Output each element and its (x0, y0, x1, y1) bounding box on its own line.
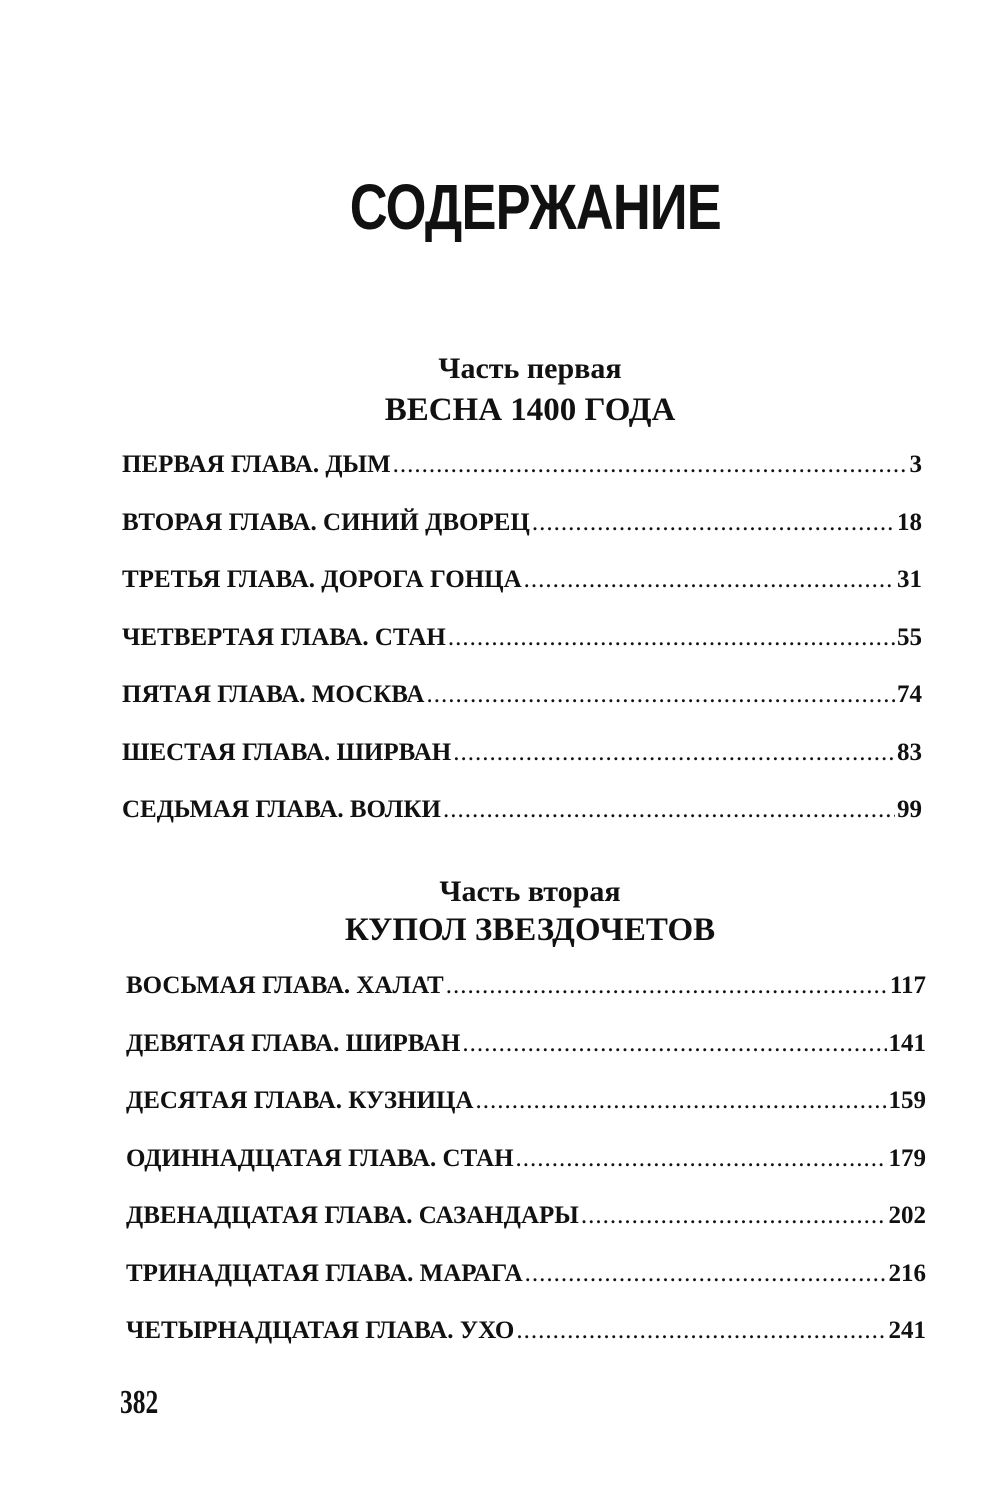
toc-entry-label: ЧЕТВЕРТАЯ ГЛАВА. СТАН (122, 623, 446, 651)
toc-entry-label: ЧЕТЫРНАДЦАТАЯ ГЛАВА. УХО (126, 1317, 515, 1344)
toc-entry-label: ПЕРВАЯ ГЛАВА. ДЫМ (122, 451, 391, 478)
toc-part-two (126, 972, 926, 1375)
toc-entry-page: 83 (897, 738, 922, 766)
toc-entry-page: 241 (888, 1317, 926, 1344)
toc-entry[interactable] (122, 624, 922, 682)
toc-entry[interactable] (126, 1030, 926, 1088)
dot-leader (475, 1087, 886, 1115)
page-title: СОДЕРЖАНИЕ (349, 171, 721, 243)
toc-entry-page: 202 (888, 1202, 926, 1229)
dot-leader (525, 1260, 887, 1288)
toc-entry-label: ТРИНАДЦАТАЯ ГЛАВА. МАРАГА (126, 1259, 523, 1287)
toc-entry-label: ПЯТАЯ ГЛАВА. МОСКВА (122, 681, 425, 708)
toc-entry-label: СЕДЬМАЯ ГЛАВА. ВОЛКИ (122, 796, 441, 823)
toc-entry-page: 117 (889, 972, 926, 999)
toc-entry[interactable] (122, 566, 922, 624)
dot-leader (453, 739, 895, 767)
toc-entry[interactable] (126, 1145, 926, 1203)
dot-leader (448, 624, 895, 652)
toc-entry-label: ДВЕНАДЦАТАЯ ГЛАВА. САЗАНДАРЫ (126, 1202, 579, 1229)
toc-entry-page: 179 (888, 1144, 926, 1172)
toc-entry[interactable] (122, 739, 922, 797)
part-two-label: Часть вторая (439, 875, 621, 908)
toc-entry-page: 31 (897, 566, 922, 593)
toc-entry[interactable] (122, 451, 922, 509)
toc-entry[interactable] (122, 681, 922, 739)
toc-entry-label: ТРЕТЬЯ ГЛАВА. ДОРОГА ГОНЦА (122, 566, 522, 593)
toc-entry-page: 55 (897, 623, 922, 651)
page-number: 382 (120, 1384, 159, 1421)
toc-entry-page: 3 (909, 451, 922, 478)
part-one-label: Часть первая (438, 352, 622, 385)
dot-leader (426, 681, 895, 709)
toc-entry-page: 141 (888, 1029, 926, 1057)
toc-entry-label: ВОСЬМАЯ ГЛАВА. ХАЛАТ (126, 972, 444, 999)
toc-entry-label: ДЕВЯТАЯ ГЛАВА. ШИРВАН (126, 1029, 461, 1057)
toc-entry-label: ВТОРАЯ ГЛАВА. СИНИЙ ДВОРЕЦ (122, 508, 530, 536)
dot-leader (532, 509, 895, 537)
dot-leader (462, 1030, 886, 1058)
part-one-title: ВЕСНА 1400 ГОДА (384, 392, 676, 428)
toc-entry-page: 216 (888, 1259, 926, 1287)
toc-entry-page: 99 (897, 796, 922, 823)
toc-entry[interactable] (126, 1260, 926, 1318)
toc-entry-page: 18 (897, 508, 922, 536)
dot-leader (516, 1145, 887, 1173)
dot-leader (581, 1202, 887, 1230)
toc-entry-label: ДЕСЯТАЯ ГЛАВА. КУЗНИЦА (126, 1087, 474, 1114)
dot-leader (443, 796, 895, 824)
dot-leader (393, 451, 908, 479)
toc-entry-label: ШЕСТАЯ ГЛАВА. ШИРВАН (122, 738, 452, 766)
toc-entry-page: 74 (897, 681, 922, 708)
toc-entry[interactable] (126, 1317, 926, 1375)
toc-entry[interactable] (122, 796, 922, 854)
part-two-title: КУПОЛ ЗВЕЗДОЧЕТОВ (344, 912, 716, 948)
dot-leader (446, 972, 888, 1000)
toc-entry[interactable] (122, 509, 922, 567)
toc-entry[interactable] (126, 972, 926, 1030)
toc-entry[interactable] (126, 1202, 926, 1260)
toc-entry-page: 159 (888, 1087, 926, 1114)
toc-entry-label: ОДИННАДЦАТАЯ ГЛАВА. СТАН (126, 1144, 514, 1172)
toc-entry[interactable] (126, 1087, 926, 1145)
dot-leader (516, 1317, 886, 1345)
dot-leader (524, 566, 895, 594)
toc-part-one (122, 451, 922, 854)
